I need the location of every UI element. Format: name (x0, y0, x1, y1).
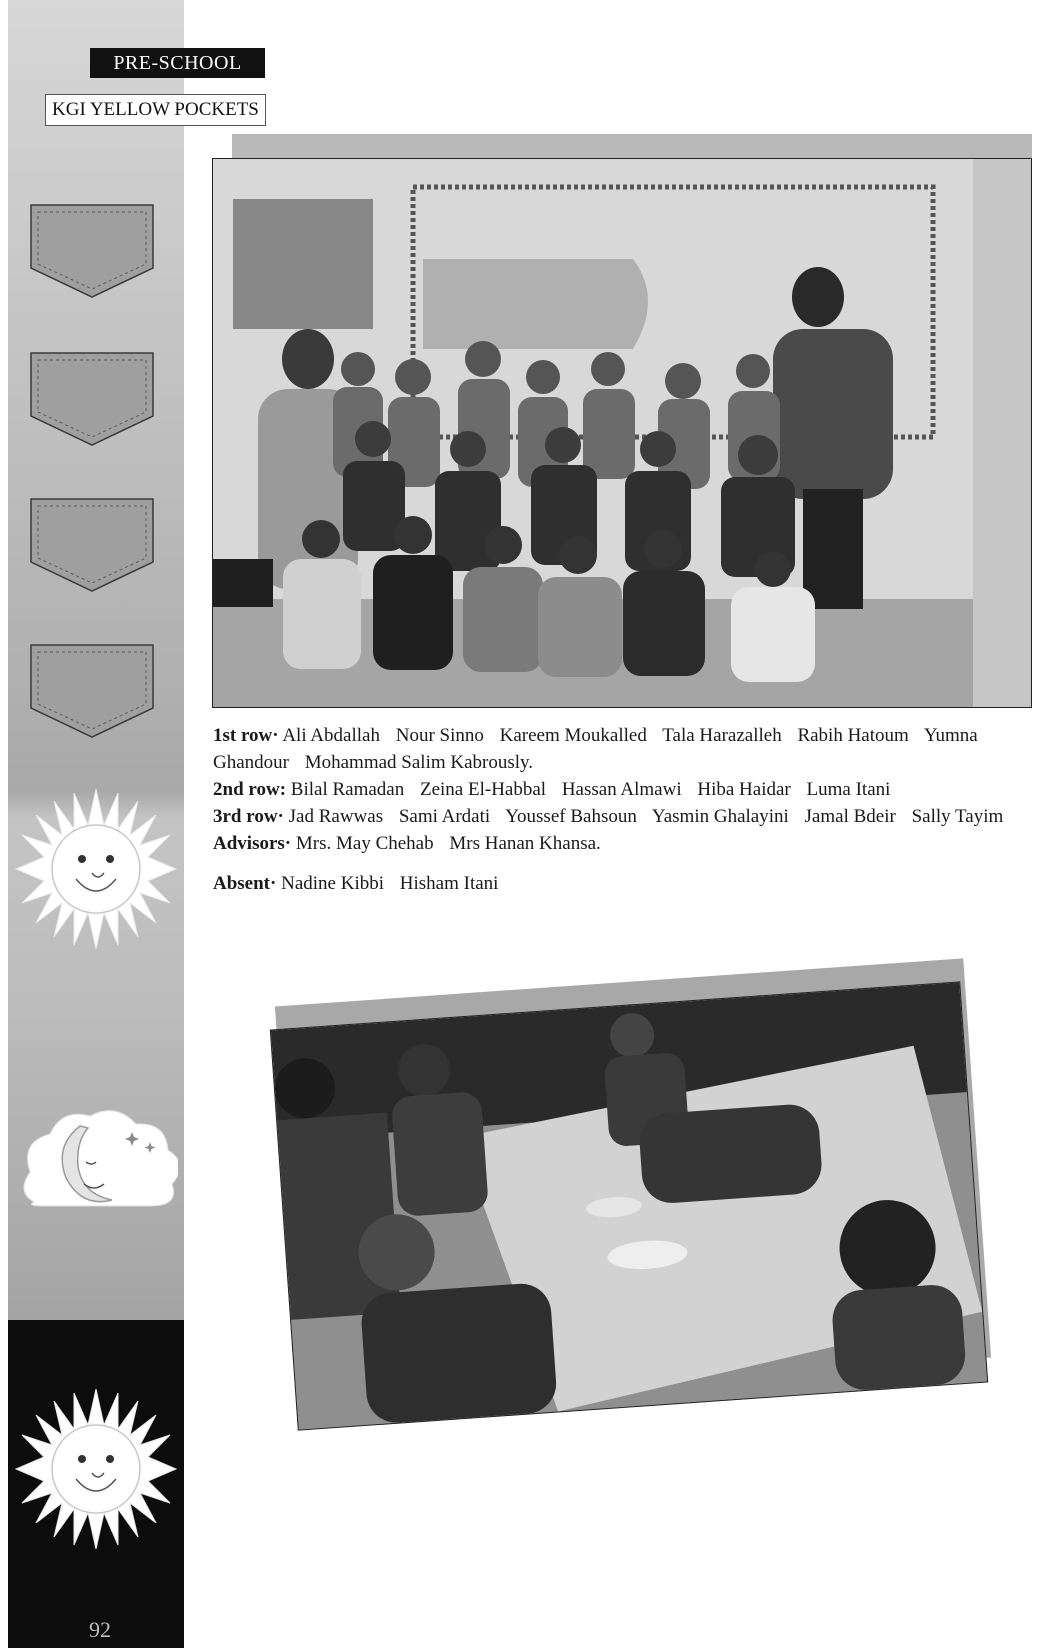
student-name: Mohammad Salim Kabrously. (304, 752, 534, 773)
student-name: Bilal Ramadan (290, 779, 405, 800)
student-name: Hisham Itani (399, 873, 499, 894)
student-name: Jamal Bdeir (804, 806, 896, 827)
student-name: Tala Harazalleh (662, 725, 782, 746)
caption-row-1 (213, 722, 1023, 776)
section-label: PRE-SCHOOL (90, 48, 265, 78)
caption-label: Absent· (213, 873, 277, 894)
page-number: 92 (89, 1617, 111, 1642)
student-name: Kareem Moukalled (499, 725, 647, 746)
student-name: Jad Rawwas (288, 806, 384, 827)
advisor-name: Mrs. May Chehab (295, 833, 434, 854)
student-name: Sami Ardati (398, 806, 491, 827)
caption-label: 3rd row· (213, 806, 284, 827)
sun-icon (14, 1387, 178, 1551)
student-name: Nadine Kibbi (281, 873, 385, 894)
caption-label: 2nd row: (213, 779, 287, 800)
pocket-icon (28, 642, 156, 740)
caption-advisors (213, 830, 1023, 857)
student-name: Sally Tayim (911, 806, 1004, 827)
student-name: Luma Itani (806, 779, 891, 800)
pocket-icon (28, 496, 156, 594)
sun-icon (14, 787, 178, 951)
student-name: Youssef Bahsoun (505, 806, 637, 827)
moon-cloud-icon (14, 1102, 178, 1232)
activity-photo (270, 981, 988, 1430)
student-name: Yumna Ghandour (213, 725, 978, 773)
pocket-icon (28, 202, 156, 300)
photo-caption (213, 722, 1023, 857)
student-name: Zeina El-Habbal (419, 779, 547, 800)
student-name: Rabih Hatoum (797, 725, 909, 746)
student-name: Hiba Haidar (697, 779, 791, 800)
student-name: Yasmin Ghalayini (651, 806, 789, 827)
student-name: Hassan Almawi (561, 779, 682, 800)
caption-absent (213, 873, 509, 895)
advisor-name: Mrs Hanan Khansa. (449, 833, 601, 854)
student-name: Nour Sinno (395, 725, 484, 746)
caption-row-2 (213, 776, 1023, 803)
caption-label: 1st row· (213, 725, 279, 746)
class-title: KGI YELLOW POCKETS (45, 94, 266, 126)
pocket-icon (28, 350, 156, 448)
caption-label: Advisors· (213, 833, 292, 854)
caption-row-3 (213, 803, 1023, 830)
class-group-photo (212, 158, 1032, 708)
student-name: Ali Abdallah (282, 725, 380, 746)
